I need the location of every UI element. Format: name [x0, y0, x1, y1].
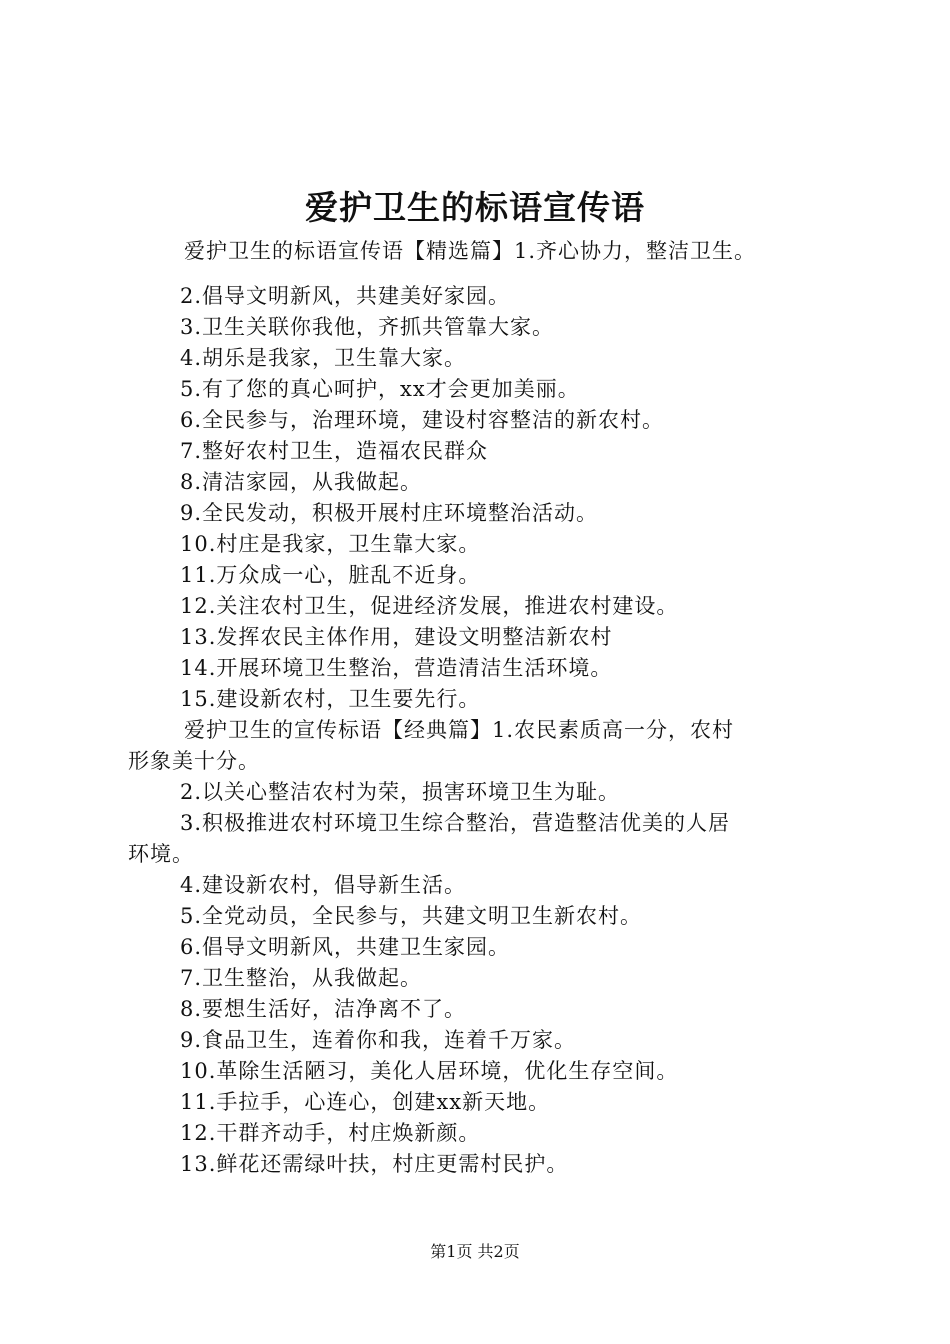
section2-lead: 爱护卫生的宣传标语【经典篇】1.农民素质高一分，农村	[184, 718, 735, 742]
list-item: 7.卫生整治，从我做起。	[180, 966, 423, 990]
paragraph-gap	[128, 267, 840, 281]
page-footer: 第1页 共2页	[430, 1242, 520, 1261]
list-item: 4.胡乐是我家，卫生靠大家。	[180, 346, 467, 370]
list-item: 10.革除生活陋习，美化人居环境，优化生存空间。	[180, 1059, 679, 1083]
list-item: 3.卫生关联你我他，齐抓共管靠大家。	[180, 315, 555, 339]
list-item: 5.全党动员，全民参与，共建文明卫生新农村。	[180, 904, 643, 928]
list-item: 10.村庄是我家，卫生靠大家。	[180, 532, 481, 556]
section1-lead: 爱护卫生的标语宣传语【精选篇】1.齐心协力，整洁卫生。	[184, 239, 757, 263]
list-item: 12.干群齐动手，村庄焕新颜。	[180, 1121, 481, 1145]
list-item: 6.全民参与，治理环境，建设村容整洁的新农村。	[180, 408, 665, 432]
section2-lead-continuation: 形象美十分。	[128, 749, 260, 773]
list-item: 11.万众成一心，脏乱不近身。	[180, 563, 481, 587]
list-item: 6.倡导文明新风，共建卫生家园。	[180, 935, 511, 959]
list-item: 4.建设新农村，倡导新生活。	[180, 873, 467, 897]
list-item: 14.开展环境卫生整治，营造清洁生活环境。	[180, 656, 613, 680]
document-title: 爱护卫生的标语宣传语	[305, 188, 645, 227]
list-item: 13.发挥农民主体作用，建设文明整洁新农村	[180, 625, 613, 649]
list-item: 7.整好农村卫生，造福农民群众	[180, 439, 489, 463]
list-item: 5.有了您的真心呵护，xx才会更加美丽。	[180, 377, 580, 401]
list-item: 2.倡导文明新风，共建美好家园。	[180, 284, 511, 308]
list-item: 8.要想生活好，洁净离不了。	[180, 997, 467, 1021]
document-body	[128, 236, 840, 1180]
list-item: 12.关注农村卫生，促进经济发展，推进农村建设。	[180, 594, 679, 618]
list-item: 9.全民发动，积极开展村庄环境整治活动。	[180, 501, 599, 525]
list-item: 3.积极推进农村环境卫生综合整治，营造整洁优美的人居	[180, 811, 731, 835]
list-item: 15.建设新农村，卫生要先行。	[180, 687, 481, 711]
list-item: 2.以关心整洁农村为荣，损害环境卫生为耻。	[180, 780, 621, 804]
list-item: 9.食品卫生，连着你和我，连着千万家。	[180, 1028, 577, 1052]
list-item: 8.清洁家园，从我做起。	[180, 470, 423, 494]
list-item: 11.手拉手，心连心，创建xx新天地。	[180, 1090, 551, 1114]
list-item-continuation: 环境。	[128, 842, 194, 866]
list-item: 13.鲜花还需绿叶扶，村庄更需村民护。	[180, 1152, 569, 1176]
